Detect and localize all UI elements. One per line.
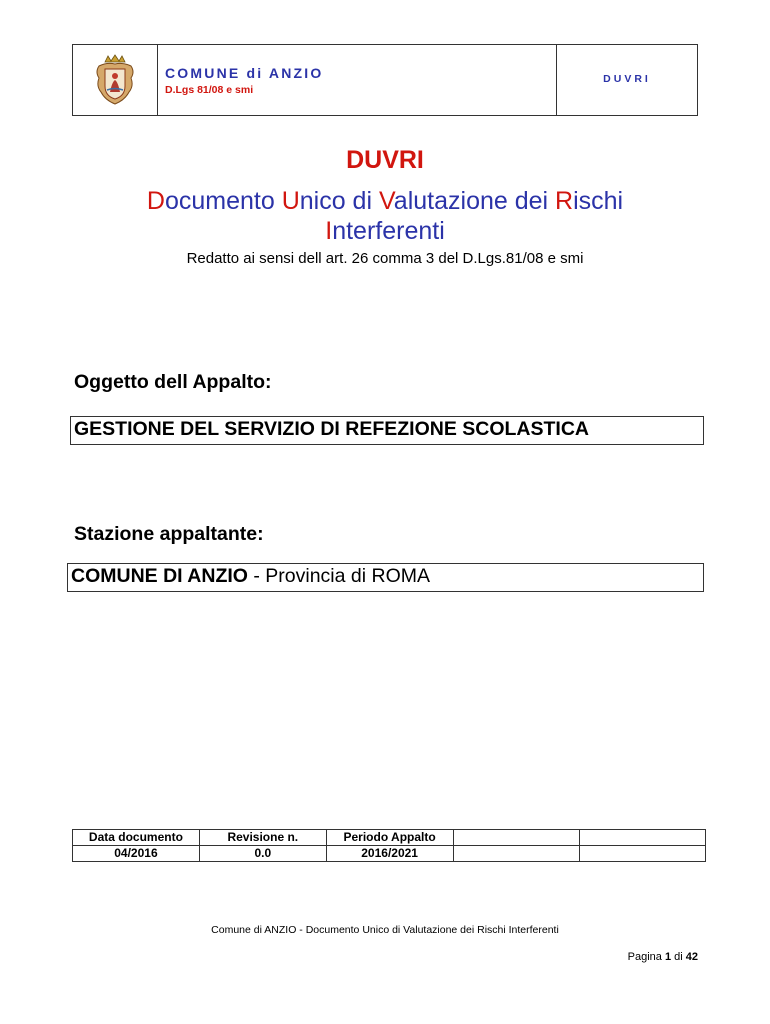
law-reference: D.Lgs 81/08 e smi — [165, 84, 254, 96]
stazione-box — [67, 563, 704, 592]
oggetto-value: GESTIONE DEL SERVIZIO DI REFEZIONE SCOLASTICA — [74, 418, 590, 440]
title-segment: ischi — [573, 187, 624, 215]
oggetto-label: Oggetto dell Appalto: — [74, 371, 272, 393]
table-cell: 04/2016 — [73, 846, 200, 862]
page-total: 42 — [685, 951, 698, 963]
table-header-cell — [453, 830, 580, 846]
table-header-cell: Revisione n. — [199, 830, 326, 846]
title-segment: ocumento — [164, 187, 282, 215]
table-cell — [580, 846, 706, 862]
document-header — [72, 44, 698, 116]
table-cell: 2016/2021 — [326, 846, 453, 862]
coat-of-arms-icon — [95, 54, 135, 106]
header-title-cell — [158, 45, 557, 115]
title-segment: nterferenti — [332, 217, 445, 245]
page-footer: Comune di ANZIO - Documento Unico di Valutazione dei Rischi Interferenti — [211, 924, 559, 936]
page-prefix: Pagina — [627, 951, 665, 963]
page-number — [628, 951, 698, 963]
document-acronym: DUVRI — [346, 146, 424, 174]
stazione-province: - Provincia di ROMA — [247, 565, 430, 587]
title-segment: U — [281, 187, 300, 215]
table-cell: 0.0 — [199, 846, 326, 862]
oggetto-box — [70, 416, 704, 445]
table-row — [73, 846, 706, 862]
title-segment: I — [325, 217, 333, 245]
table-header-cell: Periodo Appalto — [326, 830, 453, 846]
municipality-title: COMUNE di ANZIO — [165, 65, 324, 81]
page-current: 1 — [664, 951, 672, 963]
title-segment: alutazione dei — [393, 187, 556, 215]
document-title — [0, 186, 770, 246]
table-row — [73, 830, 706, 846]
title-segment: D — [146, 187, 165, 215]
title-block — [0, 146, 770, 267]
document-subtitle: Redatto ai sensi dell art. 26 comma 3 del D.Lgs.81/08 e smi — [186, 250, 584, 267]
logo-cell — [73, 45, 158, 115]
table-cell — [453, 846, 580, 862]
stazione-label: Stazione appaltante: — [74, 523, 264, 545]
header-duvri-label: DUVRI — [603, 73, 651, 85]
metadata-table — [72, 829, 706, 862]
title-segment: nico di — [299, 187, 379, 215]
title-segment: V — [378, 187, 394, 215]
table-header-cell — [580, 830, 706, 846]
page-separator: di — [671, 951, 686, 963]
header-right-cell — [557, 45, 697, 115]
stazione-name: COMUNE DI ANZIO — [71, 565, 248, 587]
table-header-cell: Data documento — [73, 830, 200, 846]
title-segment: R — [555, 187, 574, 215]
